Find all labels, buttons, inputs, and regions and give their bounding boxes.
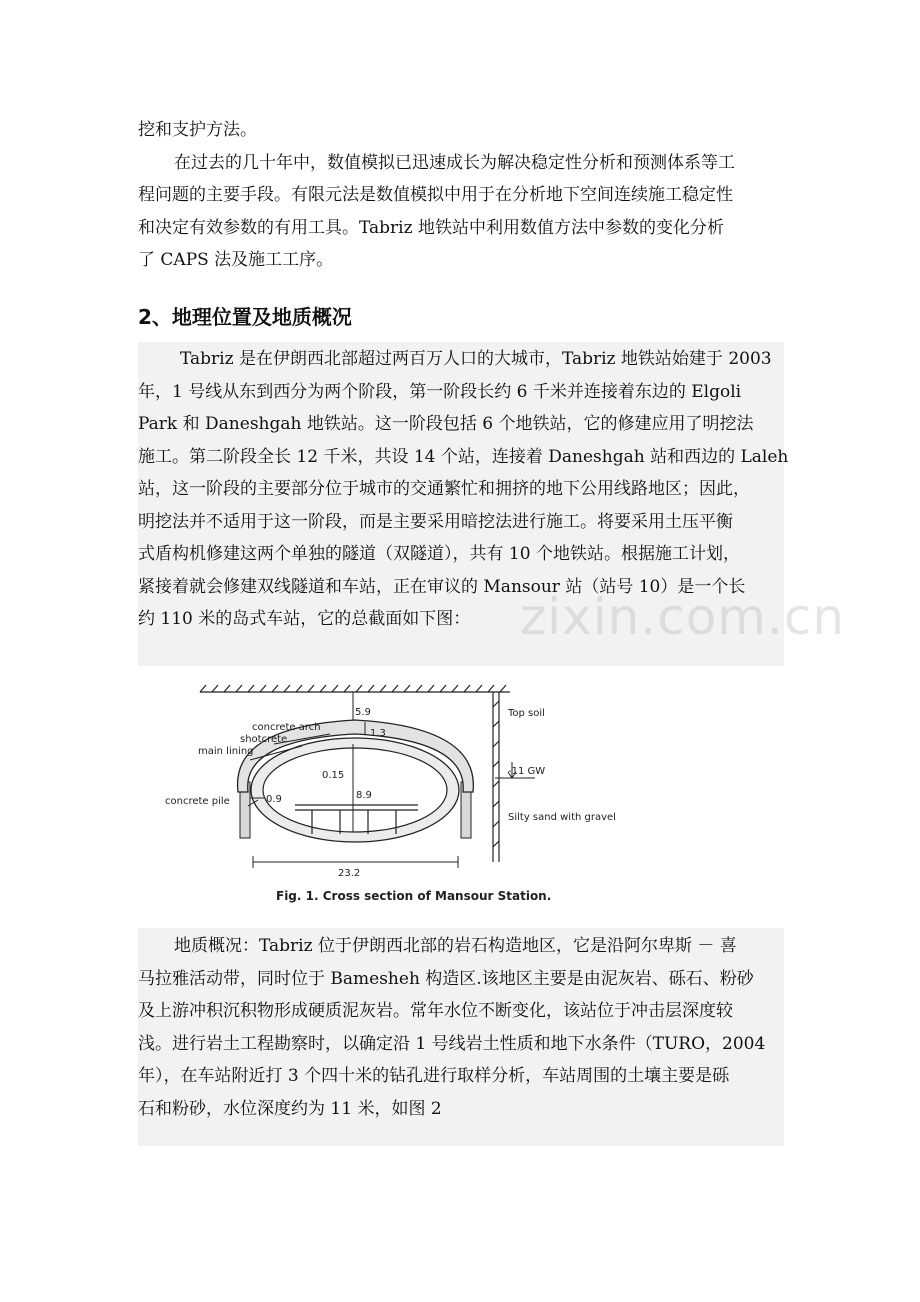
label-0-15: 0.15 xyxy=(322,770,345,781)
para2-line: 马拉雅活动带，同时位于 Bamesheh 构造区.该地区主要是由泥灰岩、砾石、粉砂 xyxy=(138,968,754,989)
para1-line: 站，这一阶段的主要部分位于城市的交通繁忙和拥挤的地下公用线路地区；因此， xyxy=(138,479,750,499)
intro-line: 在过去的几十年中，数值模拟已迅速成长为解决稳定性分析和预测体系等工 xyxy=(174,152,735,173)
para1-line: 紧接着就会修建双线隧道和车站，正在审议的 Mansour 站（站号 10）是一个长 xyxy=(138,576,746,597)
intro-line: 程问题的主要手段。有限元法是数值模拟中用于在分析地下空间连续施工稳定性 xyxy=(138,185,733,205)
cross-section-figure xyxy=(165,682,660,912)
label-1-3: 1.3 xyxy=(370,728,386,739)
label-silty-sand: Silty sand with gravel xyxy=(508,812,616,823)
para1-line: 式盾构机修建这两个单独的隧道（双隧道），共有 10 个地铁站。根据施工计划， xyxy=(138,544,740,564)
para1-line: 约 110 米的岛式车站，它的总截面如下图： xyxy=(138,609,471,629)
label-main-lining: main lining xyxy=(198,746,254,757)
para1-line: Park 和 Daneshgah 地铁站。这一阶段包括 6 个地铁站，它的修建应用了明挖法 xyxy=(138,414,754,434)
label-gw: -11 GW xyxy=(508,766,546,777)
label-concrete-pile: concrete pile xyxy=(165,796,230,807)
boundary-wall xyxy=(493,692,499,862)
main-lining-inner xyxy=(263,748,447,832)
label-0-9: 0.9 xyxy=(266,794,282,805)
label-8-9: 8.9 xyxy=(356,790,372,801)
para2-line: 年），在车站附近打 3 个四十米的钻孔进行取样分析，车站周围的土壤主要是砾 xyxy=(138,1066,730,1086)
section-heading: 2、地理位置及地质概况 xyxy=(138,305,352,329)
label-concrete-arch: concrete arch xyxy=(252,722,321,733)
section-paragraph-2 xyxy=(138,930,788,1125)
ground-surface xyxy=(200,685,510,692)
label-23-2: 23.2 xyxy=(338,868,361,879)
para1-line: 施工。第二阶段全长 12 千米，共设 14 个站，连接着 Daneshgah 站和西边的 Laleh xyxy=(138,446,789,467)
watermark: zixin.com.cn xyxy=(520,588,846,646)
para2-line: 及上游冲积沉积物形成硬质泥灰岩。常年水位不断变化，该站位于冲击层深度较 xyxy=(138,1001,733,1021)
para2-line: 地质概况：Tabriz 位于伊朗西北部的岩石构造地区，它是沿阿尔卑斯 － 喜 xyxy=(174,936,737,956)
label-5-9: 5.9 xyxy=(355,707,371,718)
para2-line: 浅。进行岩土工程勘察时，以确定沿 1 号线岩土性质和地下水条件（TURO，2004 xyxy=(138,1033,766,1054)
intro-line: 和决定有效参数的有用工具。Tabriz 地铁站中利用数值方法中参数的变化分析 xyxy=(138,217,724,238)
label-shotcrete: shotcrete xyxy=(240,734,288,745)
figure-caption: Fig. 1. Cross section of Mansour Station. xyxy=(276,889,552,903)
para1-line: 年，1 号线从东到西分为两个阶段，第一阶段长约 6 千米并连接着东边的 Elgoli xyxy=(138,381,742,402)
para1-line: Tabriz 是在伊朗西北部超过两百万人口的大城市，Tabriz 地铁站始建于 2003 xyxy=(180,349,772,369)
intro-paragraph xyxy=(138,114,788,277)
label-top-soil: Top soil xyxy=(508,708,545,719)
para2-line: 石和粉砂，水位深度约为 11 米，如图 2 xyxy=(138,1098,442,1119)
para1-line: 明挖法并不适用于这一阶段，而是主要采用暗挖法进行施工。将要采用土压平衡 xyxy=(138,511,733,532)
intro-line: 了 CAPS 法及施工工序。 xyxy=(138,250,334,270)
intro-line: 挖和支护方法。 xyxy=(138,120,257,140)
